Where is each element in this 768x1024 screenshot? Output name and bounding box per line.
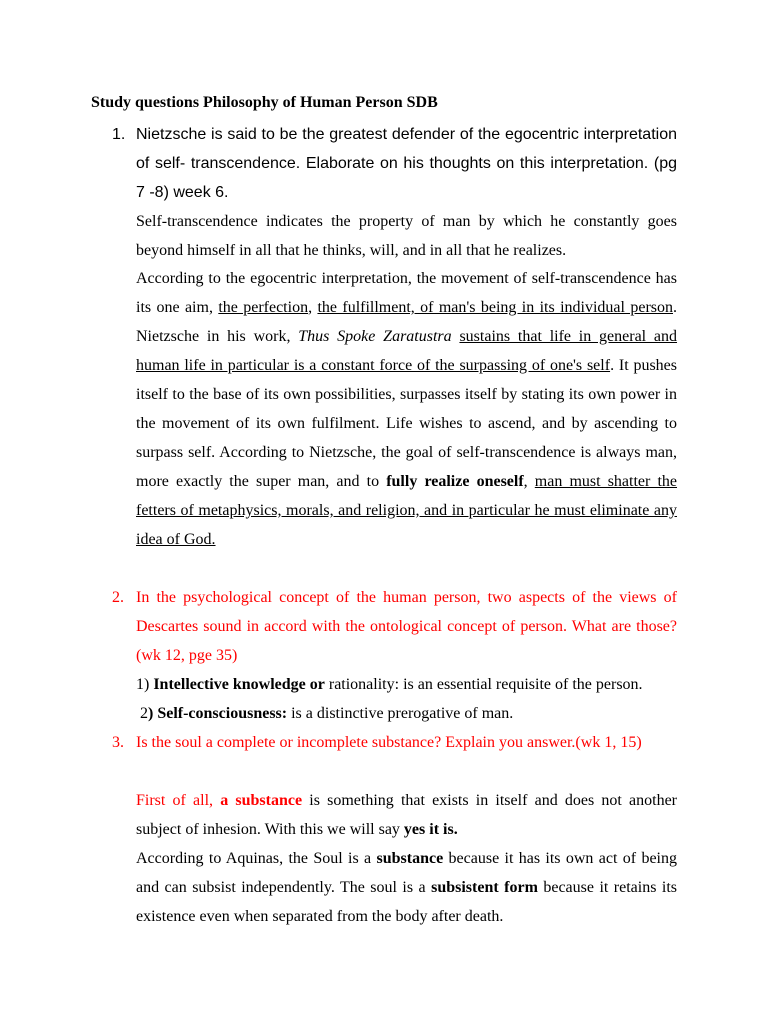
q1-p2-text-a: According to the egocentric interpretation, the movement of self-transcendence has its one aim, <box>136 270 677 316</box>
q1-p2-text-b: , <box>308 299 318 316</box>
q3-p1-red-bold: a substance <box>220 792 303 809</box>
q3-p2-text-a: According to Aquinas, the Soul is a <box>136 850 377 867</box>
q2-a1-text: rationality: is an essential requisite of the person. <box>324 676 643 693</box>
q1-p2-underline-life: sustains that life in general and human life in particular is a constant force of the surpassing of one's self <box>136 328 678 374</box>
question-1-number: 1. <box>112 126 126 143</box>
question-3-number: 3. <box>112 734 124 751</box>
q1-paragraph-1: Self-transcendence indicates the property of man by which he constantly goes beyond himself in all that he thinks, will, and in all that he realizes. <box>136 213 677 259</box>
q3-p2-bold-subsistent: subsistent form <box>431 879 538 896</box>
q1-p2-text-f: , <box>523 473 535 490</box>
q3-paragraph-1 <box>136 786 677 844</box>
q3-p1-red-text: First of all, <box>136 792 221 809</box>
q1-p2-text-c: . Nietzsche in his work, <box>136 299 677 345</box>
q1-p2-underline-fulfillment: the fulfillment, of man's being in its individual person <box>317 299 673 316</box>
q2-answer-2 <box>136 699 677 728</box>
q1-paragraph-2 <box>136 264 677 554</box>
q2-a2-number: 2 <box>136 705 148 722</box>
question-2-number: 2. <box>112 589 124 606</box>
question-3-text: Is the soul a complete or incomplete substance? Explain you answer.(wk 1, 15) <box>136 734 642 751</box>
q3-p2-text-c: because it retains its existence even when separated from the body after death. <box>136 879 677 925</box>
q1-p2-underline-perfection: the perfection <box>218 299 309 316</box>
q1-p2-book-title: Thus Spoke Zaratustra <box>298 328 452 345</box>
q1-p2-underline-shatter: man must shatter the fetters of metaphysics, morals, and religion, and in particular he must eliminate any idea of God. <box>136 473 678 548</box>
q2-a1-number: 1) <box>136 676 154 693</box>
page-title: Study questions Philosophy of Human Person SDB <box>91 94 438 111</box>
q2-answer-1 <box>136 670 677 699</box>
q2-a2-text: is a distinctive prerogative of man. <box>287 705 514 722</box>
q3-paragraph-2 <box>136 844 677 931</box>
q3-p2-bold-substance: substance <box>376 850 444 867</box>
q1-p2-text-e: . It pushes itself to the base of its own possibilities, surpasses itself by stating its own power in the movement of its own fulfilment. Life wishes to ascend, and by ascending to surpass self. According to Nietzsche, the goal of self-transcendence is always man, more exactly the super man, and to <box>136 357 677 490</box>
q1-p2-bold-realize: fully realize oneself <box>386 473 524 490</box>
question-2-text: In the psychological concept of the human person, two aspects of the views of Descartes sound in accord with the ontological concept of person. What are those? (wk 12, pge 35) <box>136 589 677 664</box>
q3-p2-text-b: because it has its own act of being and can subsist independently. The soul is a <box>136 850 677 896</box>
q2-a2-bold: ) Self-consciousness: <box>148 705 288 722</box>
q3-p1-bold: yes it is. <box>403 821 458 838</box>
question-1-text: Nietzsche is said to be the greatest defender of the egocentric interpretation of self- transcendence. Elaborate on his thoughts on this interpretation. (pg 7 -8) week 6. <box>136 126 677 201</box>
q2-a1-bold: Intellective knowledge or <box>153 676 325 693</box>
q3-p1-text: is something that exists in itself and does not another subject of inhesion. With this we will say <box>136 792 677 838</box>
